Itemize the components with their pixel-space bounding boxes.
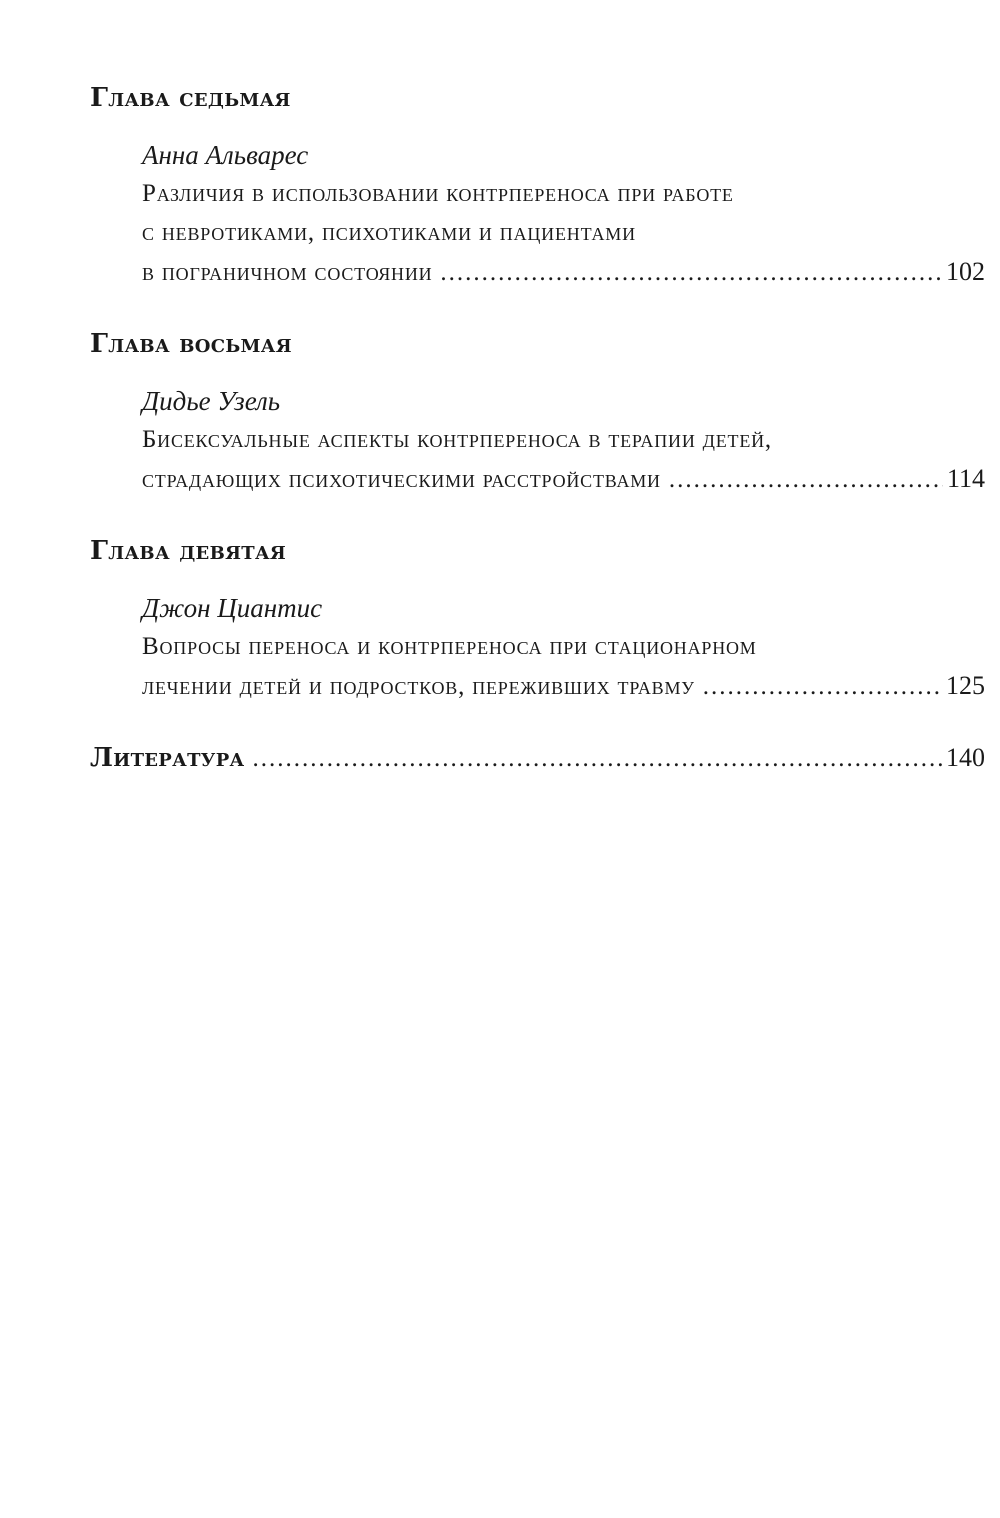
page-number: 125 (946, 671, 985, 700)
chapter-author: Анна Альварес (142, 140, 309, 170)
chapter-title: Глава седьмая (90, 83, 291, 113)
entry-last-line[interactable] (142, 666, 985, 706)
entry-line: лечении детей и подростков, переживших травму (142, 673, 695, 700)
chapter-author: Джон Циантис (142, 593, 323, 623)
entry-last-line[interactable] (142, 252, 985, 292)
entry-line: Бисексуальные аспекты контрпереноса в терапии детей, (142, 426, 772, 453)
dot-leader (253, 745, 942, 773)
chapter-entry (142, 382, 985, 499)
chapter-entry (142, 136, 985, 292)
page-number: 140 (946, 743, 985, 772)
entry-line: Вопросы переноса и контрпереноса при стационарном (142, 633, 757, 660)
dot-leader (669, 460, 943, 499)
chapter-author: Дидье Узель (142, 386, 281, 416)
entry-last-line[interactable] (142, 459, 985, 499)
table-of-contents (90, 78, 985, 778)
dot-leader (440, 253, 942, 292)
literature-entry[interactable] (90, 738, 985, 778)
dot-leader (703, 667, 942, 706)
entry-line: Различия в использовании контрпереноса при работе (142, 180, 734, 207)
chapter-title: Глава восьмая (90, 329, 292, 359)
page-number: 102 (946, 257, 985, 286)
chapter-entry (142, 589, 985, 706)
chapter-7 (90, 78, 985, 292)
entry-line: с невротиками, психотиками и пациентами (142, 219, 636, 246)
chapter-title: Глава девятая (90, 536, 287, 566)
entry-line: в пограничном состоянии (142, 259, 433, 286)
chapter-8 (90, 324, 985, 499)
literature-title: Литература (90, 743, 245, 773)
entry-line: страдающих психотическими расстройствами (142, 466, 661, 493)
page-number: 114 (946, 464, 985, 493)
chapter-9 (90, 531, 985, 706)
